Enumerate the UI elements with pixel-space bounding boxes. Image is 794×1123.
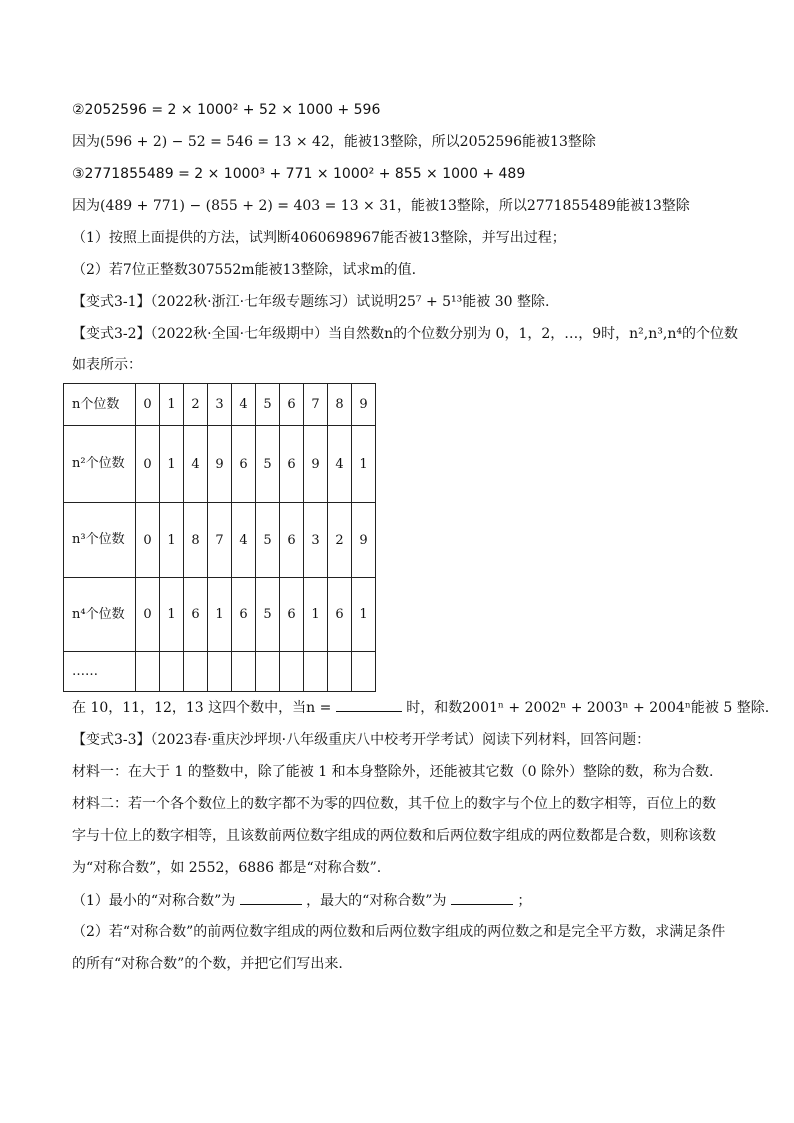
table-cell: 6 bbox=[280, 426, 304, 503]
variant-3-1: 【变式3-1】（2022秋·浙江·七年级专题练习）试说明25⁷ + 5¹³能被 30 整除. bbox=[72, 294, 550, 310]
table-row bbox=[64, 503, 376, 578]
line-example-2: ②2052596 = 2 × 1000² + 52 × 1000 + 596 bbox=[72, 102, 381, 118]
question-2: （2）若7位正整数307552m能被13整除，试求m的值. bbox=[72, 262, 417, 278]
answer-blank-n[interactable] bbox=[336, 697, 402, 712]
question-text-b: ，最大的“对称合数”为 bbox=[306, 893, 447, 909]
table-cell: 0 bbox=[136, 578, 160, 652]
material-2: 材料二：若一个各个数位上的数字都不为零的四位数，其千位上的数字与个位上的数字相等，百位上的数 bbox=[72, 796, 716, 812]
row-label: n²个位数 bbox=[64, 426, 136, 503]
variant-3-3: 【变式3-3】（2023春·重庆沙坪坝·八年级重庆八中校考开学考试）阅读下列材料，回答问题： bbox=[72, 732, 651, 748]
table-cell: 1 bbox=[160, 578, 184, 652]
question-text-a: （1）最小的“对称合数”为 bbox=[72, 893, 236, 909]
question-text-end: 时，和数2001ⁿ + 2002ⁿ + 2003ⁿ + 2004ⁿ能被 5 整除. bbox=[406, 700, 770, 716]
material-2-cont-2: 为“对称合数”，如 2552，6886 都是“对称合数”. bbox=[72, 860, 382, 876]
table-cell: 9 bbox=[352, 503, 376, 578]
table-cell: 4 bbox=[232, 384, 256, 426]
variant-3-2: 【变式3-2】（2022秋·全国·七年级期中）当自然数n的个位数分别为 0，1，2，…，9时，n²,n³,n⁴的个位数 bbox=[72, 326, 738, 342]
table-cell bbox=[304, 652, 328, 692]
table-cell: 5 bbox=[256, 503, 280, 578]
table-cell: 4 bbox=[328, 426, 352, 503]
table-cell: 6 bbox=[232, 578, 256, 652]
units-digit-table bbox=[63, 383, 376, 692]
table-cell bbox=[328, 652, 352, 692]
table-cell: 9 bbox=[208, 426, 232, 503]
table-cell: 8 bbox=[184, 503, 208, 578]
table-cell: 8 bbox=[328, 384, 352, 426]
variant-3-2-question bbox=[72, 697, 769, 718]
table-cell bbox=[184, 652, 208, 692]
table-cell: 5 bbox=[256, 426, 280, 503]
table-cell bbox=[352, 652, 376, 692]
table-cell: 1 bbox=[160, 503, 184, 578]
table-cell: 3 bbox=[208, 384, 232, 426]
answer-blank-min[interactable] bbox=[240, 890, 302, 905]
table-cell: 0 bbox=[136, 503, 160, 578]
sub-question-1 bbox=[72, 890, 531, 911]
row-label: n个位数 bbox=[64, 384, 136, 426]
table-row bbox=[64, 384, 376, 426]
table-cell bbox=[136, 652, 160, 692]
material-2-cont-1: 字与十位上的数字相等，且该数前两位数字组成的两位数和后两位数字组成的两位数都是合数，则称该数 bbox=[72, 828, 716, 844]
table-cell: 6 bbox=[328, 578, 352, 652]
table-cell: 6 bbox=[184, 578, 208, 652]
row-label: n⁴个位数 bbox=[64, 578, 136, 652]
table-cell: 1 bbox=[160, 384, 184, 426]
line-example-2-reason: 因为(596 + 2) − 52 = 546 = 13 × 42，能被13整除，所以2052596能被13整除 bbox=[72, 134, 596, 150]
table-cell: 6 bbox=[280, 503, 304, 578]
variant-3-2-cont: 如表所示： bbox=[72, 357, 142, 373]
table-cell: 6 bbox=[280, 384, 304, 426]
table-cell: 0 bbox=[136, 384, 160, 426]
line-example-3: ③2771855489 = 2 × 1000³ + 771 × 1000² + 855 × 1000 + 489 bbox=[72, 166, 526, 182]
question-text-start: 在 10，11，12，13 这四个数中，当n = bbox=[72, 700, 332, 716]
table-cell: 5 bbox=[256, 384, 280, 426]
table-cell: 4 bbox=[232, 503, 256, 578]
table-cell: 2 bbox=[184, 384, 208, 426]
table-cell: 1 bbox=[352, 426, 376, 503]
table-cell: 1 bbox=[352, 578, 376, 652]
table-cell: 9 bbox=[352, 384, 376, 426]
question-1: （1）按照上面提供的方法，试判断4060698967能否被13整除，并写出过程； bbox=[72, 230, 566, 246]
row-label: n³个位数 bbox=[64, 503, 136, 578]
table-row bbox=[64, 426, 376, 503]
question-text-c: ； bbox=[517, 893, 532, 909]
table-cell: 6 bbox=[280, 578, 304, 652]
table-cell bbox=[208, 652, 232, 692]
table-cell: 1 bbox=[160, 426, 184, 503]
sub-question-2-cont: 的所有“对称合数”的个数，并把它们写出来. bbox=[72, 956, 343, 972]
answer-blank-max[interactable] bbox=[451, 890, 513, 905]
table-row bbox=[64, 578, 376, 652]
table-cell: 3 bbox=[304, 503, 328, 578]
table-cell: 1 bbox=[304, 578, 328, 652]
table-cell bbox=[160, 652, 184, 692]
table-cell: 5 bbox=[256, 578, 280, 652]
table-row bbox=[64, 652, 376, 692]
material-1: 材料一：在大于 1 的整数中，除了能被 1 和本身整除外，还能被其它数（0 除外）整除的数，称为合数. bbox=[72, 764, 714, 780]
sub-question-2: （2）若“对称合数”的前两位数字组成的两位数和后两位数字组成的两位数之和是完全平方数，求满足条件 bbox=[72, 924, 726, 940]
table-cell: 2 bbox=[328, 503, 352, 578]
line-example-3-reason: 因为(489 + 771) − (855 + 2) = 403 = 13 × 31，能被13整除，所以2771855489能被13整除 bbox=[72, 198, 690, 214]
table-cell bbox=[232, 652, 256, 692]
table-cell: 4 bbox=[184, 426, 208, 503]
table-cell: 1 bbox=[208, 578, 232, 652]
table-cell: 9 bbox=[304, 426, 328, 503]
table-cell: 6 bbox=[232, 426, 256, 503]
table-cell: 7 bbox=[304, 384, 328, 426]
table-cell bbox=[256, 652, 280, 692]
table-cell: 7 bbox=[208, 503, 232, 578]
table-cell: 0 bbox=[136, 426, 160, 503]
row-label: …… bbox=[64, 652, 136, 692]
table-cell bbox=[280, 652, 304, 692]
